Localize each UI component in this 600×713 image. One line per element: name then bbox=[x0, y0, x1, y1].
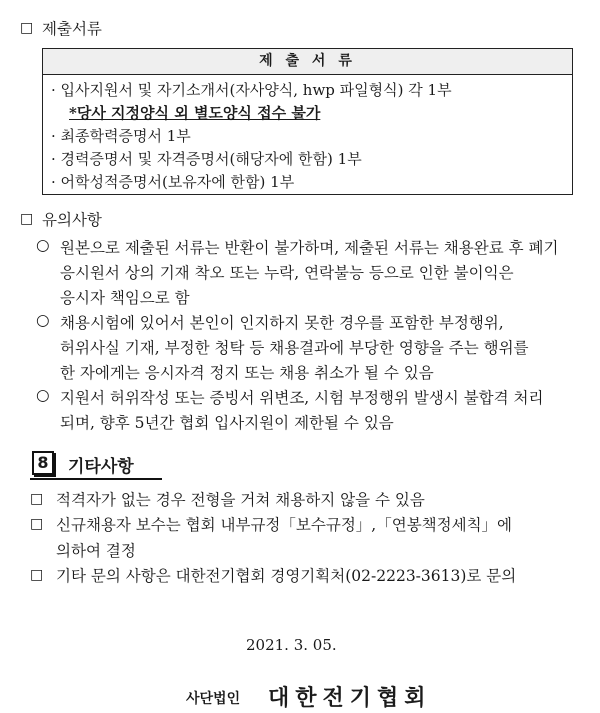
doc-item: · 입사지원서 및 자기소개서(자사양식, hwp 파일형식) 각 1부 bbox=[51, 81, 452, 99]
notes-bullet: □ bbox=[20, 211, 34, 227]
note-line: 지원서 허위작성 또는 증빙서 위변조, 시험 부정행위 발생시 불합격 처리 bbox=[60, 389, 544, 407]
note-line: 허위사실 기재, 부정한 청탁 등 채용결과에 부당한 영향을 주는 행위를 bbox=[60, 339, 529, 357]
etc-line: 의하여 결정 bbox=[56, 542, 136, 560]
section-title: 기타사항 bbox=[68, 457, 134, 477]
note-line: 채용시험에 있어서 본인이 인지하지 못한 경우를 포함한 부정행위, bbox=[60, 314, 504, 332]
doc-item: · 최종학력증명서 1부 bbox=[51, 127, 191, 145]
documents-box bbox=[42, 48, 573, 195]
submit-bullet: □ bbox=[20, 20, 34, 36]
documents-table-title: 제 출 서 류 bbox=[43, 49, 572, 75]
note-circle: ○ bbox=[36, 386, 50, 404]
notes-heading: 유의사항 bbox=[42, 211, 102, 229]
etc-bullet: □ bbox=[30, 491, 44, 507]
etc-line: 기타 문의 사항은 대한전기협회 경영기획처(02-2223-3613)로 문의 bbox=[56, 567, 517, 585]
note-circle: ○ bbox=[36, 311, 50, 329]
section-number-badge: 8 bbox=[32, 451, 54, 475]
note-line: 응시자 책임으로 함 bbox=[60, 289, 190, 307]
doc-item: · 경력증명서 및 자격증명서(해당자에 한함) 1부 bbox=[51, 150, 362, 168]
note-line: 되며, 향후 5년간 협회 입사지원이 제한될 수 있음 bbox=[60, 414, 394, 432]
submit-heading: 제출서류 bbox=[42, 20, 102, 38]
etc-bullet: □ bbox=[30, 516, 44, 532]
section-title-underline bbox=[30, 478, 162, 480]
etc-line: 적격자가 없는 경우 전형을 거쳐 채용하지 않을 수 있음 bbox=[56, 491, 425, 509]
note-circle: ○ bbox=[36, 236, 50, 254]
org-prefix: 사단법인 bbox=[186, 691, 241, 707]
note-line: 응시원서 상의 기재 착오 또는 누락, 연락불능 등으로 인한 불이익은 bbox=[60, 264, 514, 282]
doc-item: · 어학성적증명서(보유자에 한함) 1부 bbox=[51, 173, 295, 191]
etc-bullet: □ bbox=[30, 567, 44, 583]
note-line: 한 자에게는 응시자격 정지 또는 채용 취소가 될 수 있음 bbox=[60, 364, 434, 382]
document-date: 2021. 3. 05. bbox=[246, 636, 337, 654]
org-name: 대한전기협회 bbox=[268, 686, 432, 711]
doc-warning: *당사 지정양식 외 별도양식 접수 불가 bbox=[69, 104, 321, 122]
note-line: 원본으로 제출된 서류는 반환이 불가하며, 제출된 서류는 채용완료 후 폐기 bbox=[60, 239, 559, 257]
etc-line: 신규채용자 보수는 협회 내부규정「보수규정」,「연봉책정세칙」에 bbox=[56, 516, 513, 534]
